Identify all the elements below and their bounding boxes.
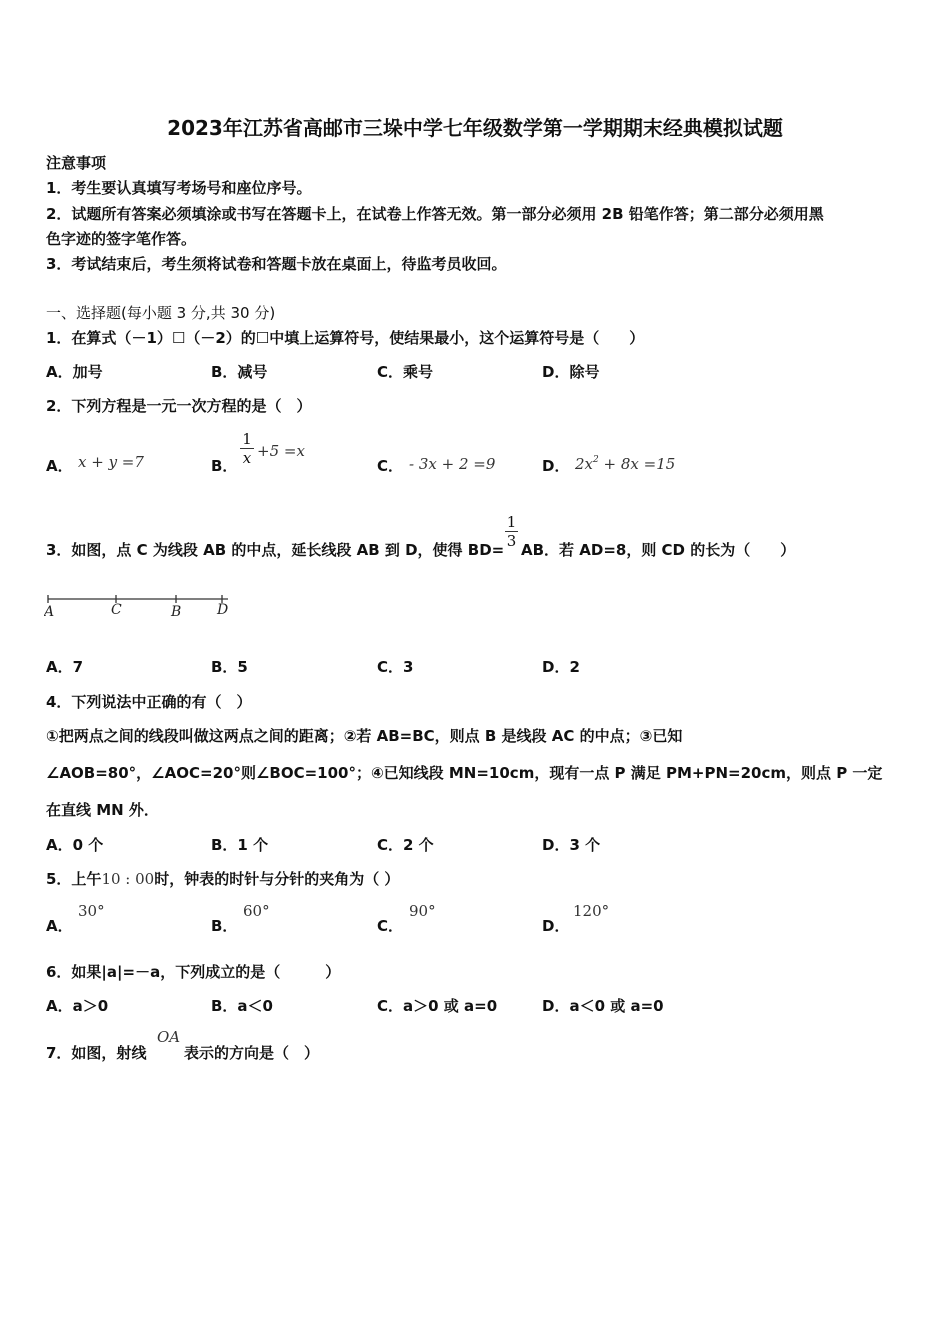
fraction-denominator: x xyxy=(240,448,254,467)
q2-option-c: - 3x + 2 =9 xyxy=(409,455,496,473)
fraction-numerator: 1 xyxy=(242,430,252,448)
question-4-stem: 4．下列说法中正确的有（ ） xyxy=(46,693,252,711)
segment-figure xyxy=(44,592,236,622)
q6-option-a: A．a＞0 xyxy=(46,997,109,1015)
point-label-a: A xyxy=(44,604,55,620)
q5-label-d: D． xyxy=(542,917,570,935)
q3-option-a: A．7 xyxy=(46,658,84,676)
q4-statement-line: 在直线 MN 外． xyxy=(46,801,159,819)
q5-option-c: 90° xyxy=(409,902,436,920)
question-3-stem-b: AB．若 AD=8，则 CD 的长为（ ） xyxy=(521,541,796,559)
question-7-stem-b: 表示的方向是（ ） xyxy=(184,1044,320,1062)
q5-option-d: 120° xyxy=(573,902,610,920)
q2-label-c: C． xyxy=(377,457,404,475)
q4-statement-line: ∠AOB=80°，∠AOC=20°则∠BOC=100°；④已知线段 MN=10cm，现有一点 P 满足 PM+PN=20cm，则点 P 一定 xyxy=(46,764,883,782)
question-1-stem: 1．在算式（－1）☐（－2）的☐中填上运算符号，使结果最小，这个运算符号是（ ） xyxy=(46,329,645,347)
notice-item: 3．考试结束后，考生须将试卷和答题卡放在桌面上，待监考员收回。 xyxy=(46,255,507,273)
q6-option-c: C．a＞0 或 a=0 xyxy=(377,997,498,1015)
q5-stem-suffix: 时，钟表的时针与分针的夹角为（ ） xyxy=(154,870,400,888)
q3-fraction xyxy=(505,513,518,550)
q7-ray-label: OA xyxy=(157,1028,181,1046)
point-label-d: D xyxy=(217,602,229,618)
notice-item: 色字迹的签字笔作答。 xyxy=(46,230,197,248)
notice-item: 2．试题所有答案必须填涂或书写在答题卡上，在试卷上作答无效。第一部分必须用 2B 铅笔作答；第二部分必须用黑 xyxy=(46,205,824,223)
q4-option-a: A．0 个 xyxy=(46,836,104,854)
q5-label-a: A． xyxy=(46,917,73,935)
q1-option-a: A．加号 xyxy=(46,363,103,381)
q2-option-b-fraction xyxy=(240,430,254,467)
q4-option-b: B．1 个 xyxy=(211,836,269,854)
q5-label-b: B． xyxy=(211,917,238,935)
q5-label-c: C． xyxy=(377,917,404,935)
question-2-stem: 2．下列方程是一元一次方程的是（ ） xyxy=(46,397,312,415)
q2-d-base: 2x xyxy=(575,455,594,473)
q2-d-rest: + 8x =15 xyxy=(598,455,676,473)
q3-option-d: D．2 xyxy=(542,658,580,676)
question-7-stem-a: 7．如图，射线 xyxy=(46,1044,147,1062)
q1-option-b: B．减号 xyxy=(211,363,268,381)
fraction-numerator: 1 xyxy=(506,513,517,531)
q4-statement-line: ①把两点之间的线段叫做这两点之间的距离；②若 AB=BC，则点 B 是线段 AC 的中点；③已知 xyxy=(46,727,683,745)
question-6-stem: 6．如果|a|=－a，下列成立的是（ ） xyxy=(46,963,341,981)
notice-heading: 注意事项 xyxy=(46,154,107,172)
q2-option-a: x + y =7 xyxy=(78,453,144,471)
q2-label-d: D． xyxy=(542,457,570,475)
point-label-b: B xyxy=(171,604,182,620)
q5-option-a: 30° xyxy=(78,902,105,920)
point-label-c: C xyxy=(111,602,122,618)
q2-option-b-rest: +5 =x xyxy=(257,442,305,460)
q4-option-c: C．2 个 xyxy=(377,836,434,854)
q1-option-c: C．乘号 xyxy=(377,363,434,381)
q4-option-d: D．3 个 xyxy=(542,836,601,854)
q5-stem-prefix: 5．上午 xyxy=(46,870,102,888)
q1-option-d: D．除号 xyxy=(542,363,600,381)
q5-time: 10 : 00 xyxy=(101,870,155,888)
q3-option-c: C．3 xyxy=(377,658,414,676)
q6-option-d: D．a＜0 或 a=0 xyxy=(542,997,664,1015)
question-5-stem xyxy=(46,868,399,889)
q2-option-d xyxy=(575,455,675,473)
q2-label-b: B． xyxy=(211,457,238,475)
q3-option-b: B．5 xyxy=(211,658,248,676)
page-title: 2023年江苏省高邮市三垛中学七年级数学第一学期期末经典模拟试题 xyxy=(167,116,783,140)
question-3-stem-a: 3．如图，点 C 为线段 AB 的中点，延长线段 AB 到 D，使得 BD= xyxy=(46,541,505,559)
q6-option-b: B．a＜0 xyxy=(211,997,273,1015)
fraction-denominator: 3 xyxy=(506,532,517,550)
q2-label-a: A． xyxy=(46,457,73,475)
notice-item: 1．考生要认真填写考场号和座位序号。 xyxy=(46,179,312,197)
section-heading: 一、选择题(每小题 3 分,共 30 分) xyxy=(46,304,276,322)
q2-d-exponent: 2 xyxy=(593,455,599,465)
q5-option-b: 60° xyxy=(243,902,270,920)
